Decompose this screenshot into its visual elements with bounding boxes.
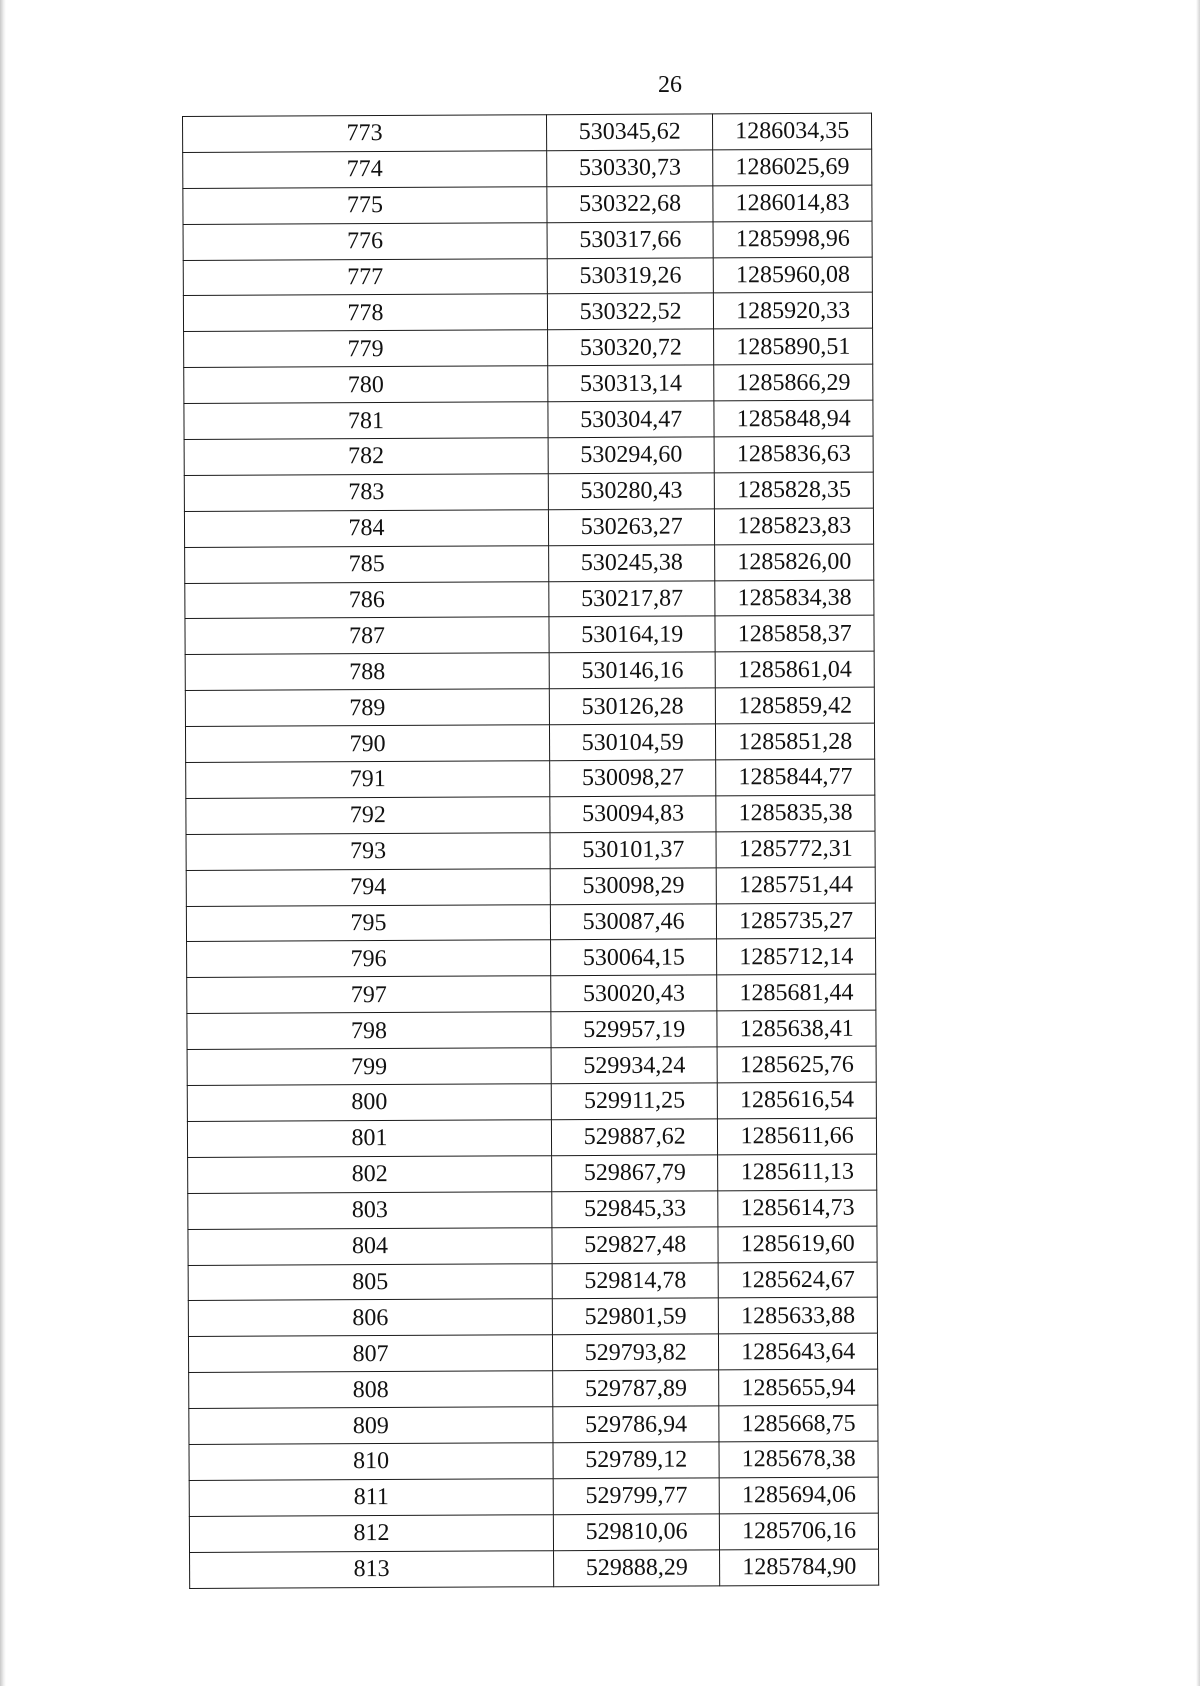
point-number-cell: 776 xyxy=(183,222,547,260)
point-number-cell: 773 xyxy=(183,115,547,153)
x-coordinate-cell: 529793,82 xyxy=(552,1334,719,1371)
table-row xyxy=(187,1046,876,1085)
x-coordinate-cell: 530101,37 xyxy=(550,832,717,869)
y-coordinate-cell: 1285866,29 xyxy=(714,364,873,401)
y-coordinate-cell: 1285751,44 xyxy=(717,867,876,904)
y-coordinate-cell: 1285960,08 xyxy=(714,257,873,294)
y-coordinate-cell: 1285851,28 xyxy=(716,723,875,760)
x-coordinate-cell: 529957,19 xyxy=(551,1011,718,1048)
table-row xyxy=(184,364,873,403)
point-number-cell: 790 xyxy=(185,725,549,763)
x-coordinate-cell: 530020,43 xyxy=(551,975,718,1012)
y-coordinate-cell: 1285826,00 xyxy=(715,544,874,581)
table-row xyxy=(188,1190,877,1229)
table-row xyxy=(189,1369,878,1408)
point-number-cell: 813 xyxy=(190,1550,554,1588)
point-number-cell: 782 xyxy=(184,438,548,476)
x-coordinate-cell: 530294,60 xyxy=(548,437,715,474)
y-coordinate-cell: 1285735,27 xyxy=(717,903,876,940)
point-number-cell: 785 xyxy=(185,545,549,583)
x-coordinate-cell: 530064,15 xyxy=(551,939,718,976)
y-coordinate-cell: 1285643,64 xyxy=(719,1333,878,1370)
y-coordinate-cell: 1285859,42 xyxy=(716,687,875,724)
point-number-cell: 796 xyxy=(187,940,551,978)
x-coordinate-cell: 529887,62 xyxy=(551,1119,718,1156)
scan-edge-right xyxy=(1196,0,1200,1686)
x-coordinate-cell: 529867,79 xyxy=(552,1155,719,1192)
x-coordinate-cell: 530330,73 xyxy=(547,150,714,187)
table-row xyxy=(186,795,875,834)
y-coordinate-cell: 1285848,94 xyxy=(714,400,873,437)
point-number-cell: 775 xyxy=(183,186,547,224)
x-coordinate-cell: 529934,24 xyxy=(551,1047,718,1084)
y-coordinate-cell: 1286034,35 xyxy=(713,113,872,150)
point-number-cell: 809 xyxy=(189,1407,553,1445)
coordinates-table-body xyxy=(183,113,879,1588)
table-row xyxy=(189,1405,878,1444)
x-coordinate-cell: 530087,46 xyxy=(550,903,717,940)
table-row xyxy=(183,293,872,332)
table-row xyxy=(186,831,875,870)
x-coordinate-cell: 530319,26 xyxy=(547,257,714,294)
y-coordinate-cell: 1285616,54 xyxy=(718,1082,877,1119)
table-row xyxy=(186,903,875,942)
x-coordinate-cell: 529845,33 xyxy=(552,1191,719,1228)
x-coordinate-cell: 530322,68 xyxy=(547,186,714,223)
point-number-cell: 787 xyxy=(185,617,549,655)
y-coordinate-cell: 1285920,33 xyxy=(714,293,873,330)
x-coordinate-cell: 530322,52 xyxy=(547,293,714,330)
x-coordinate-cell: 530313,14 xyxy=(548,365,715,402)
x-coordinate-cell: 530317,66 xyxy=(547,222,714,259)
y-coordinate-cell: 1285614,73 xyxy=(718,1190,877,1227)
y-coordinate-cell: 1285836,63 xyxy=(714,436,873,473)
y-coordinate-cell: 1285611,13 xyxy=(718,1154,877,1191)
table-row xyxy=(187,974,876,1013)
table-row xyxy=(188,1333,877,1372)
table-row xyxy=(187,939,876,978)
point-number-cell: 778 xyxy=(183,294,547,332)
table-row xyxy=(188,1154,877,1193)
point-number-cell: 794 xyxy=(186,868,550,906)
table-row xyxy=(187,1010,876,1049)
y-coordinate-cell: 1285638,41 xyxy=(717,1010,876,1047)
table-row xyxy=(186,867,875,906)
x-coordinate-cell: 529814,78 xyxy=(552,1262,719,1299)
y-coordinate-cell: 1285619,60 xyxy=(718,1226,877,1263)
table-row xyxy=(184,436,873,475)
point-number-cell: 780 xyxy=(184,366,548,404)
point-number-cell: 774 xyxy=(183,151,547,189)
y-coordinate-cell: 1285633,88 xyxy=(719,1298,878,1335)
table-row xyxy=(183,221,872,260)
table-row xyxy=(189,1513,878,1552)
table-row xyxy=(189,1477,878,1516)
point-number-cell: 786 xyxy=(185,581,549,619)
table-row xyxy=(183,149,872,188)
point-number-cell: 798 xyxy=(187,1012,551,1050)
table-row xyxy=(188,1298,877,1337)
y-coordinate-cell: 1285668,75 xyxy=(719,1405,878,1442)
x-coordinate-cell: 529799,77 xyxy=(553,1478,720,1515)
x-coordinate-cell: 530164,19 xyxy=(549,616,716,653)
point-number-cell: 811 xyxy=(189,1479,553,1517)
y-coordinate-cell: 1285624,67 xyxy=(718,1262,877,1299)
point-number-cell: 810 xyxy=(189,1443,553,1481)
point-number-cell: 789 xyxy=(185,689,549,727)
y-coordinate-cell: 1285712,14 xyxy=(717,939,876,976)
table-row xyxy=(189,1441,878,1480)
point-number-cell: 801 xyxy=(187,1120,551,1158)
coordinates-table xyxy=(182,113,879,1589)
y-coordinate-cell: 1285706,16 xyxy=(720,1513,879,1550)
point-number-cell: 805 xyxy=(188,1263,552,1301)
scan-edge-left xyxy=(0,0,6,1686)
x-coordinate-cell: 530094,83 xyxy=(550,796,717,833)
y-coordinate-cell: 1285858,37 xyxy=(715,616,874,653)
table-row xyxy=(188,1226,877,1265)
point-number-cell: 795 xyxy=(186,904,550,942)
table-row xyxy=(187,1082,876,1121)
y-coordinate-cell: 1285844,77 xyxy=(716,759,875,796)
y-coordinate-cell: 1285772,31 xyxy=(716,831,875,868)
y-coordinate-cell: 1285861,04 xyxy=(716,651,875,688)
y-coordinate-cell: 1285890,51 xyxy=(714,328,873,365)
table-row xyxy=(183,185,872,224)
point-number-cell: 806 xyxy=(188,1299,552,1337)
table-row xyxy=(185,687,874,726)
y-coordinate-cell: 1285678,38 xyxy=(719,1441,878,1478)
x-coordinate-cell: 530245,38 xyxy=(549,545,716,582)
point-number-cell: 784 xyxy=(184,510,548,548)
table-row xyxy=(185,723,874,762)
page-number: 26 xyxy=(658,72,682,98)
table-row xyxy=(184,328,873,367)
point-number-cell: 804 xyxy=(188,1227,552,1265)
y-coordinate-cell: 1286014,83 xyxy=(713,185,872,222)
x-coordinate-cell: 529801,59 xyxy=(552,1298,719,1335)
point-number-cell: 777 xyxy=(183,258,547,296)
y-coordinate-cell: 1285998,96 xyxy=(713,221,872,258)
point-number-cell: 781 xyxy=(184,402,548,440)
y-coordinate-cell: 1285834,38 xyxy=(715,580,874,617)
y-coordinate-cell: 1285625,76 xyxy=(717,1046,876,1083)
x-coordinate-cell: 530104,59 xyxy=(549,724,716,761)
x-coordinate-cell: 529787,89 xyxy=(553,1370,720,1407)
point-number-cell: 812 xyxy=(189,1514,553,1552)
table-row xyxy=(183,113,872,152)
point-number-cell: 802 xyxy=(188,1156,552,1194)
y-coordinate-cell: 1285828,35 xyxy=(715,472,874,509)
y-coordinate-cell: 1285784,90 xyxy=(720,1549,879,1586)
point-number-cell: 791 xyxy=(186,761,550,799)
x-coordinate-cell: 530345,62 xyxy=(546,114,713,151)
x-coordinate-cell: 529786,94 xyxy=(553,1406,720,1443)
table-row xyxy=(185,580,874,619)
x-coordinate-cell: 530263,27 xyxy=(548,509,715,546)
point-number-cell: 788 xyxy=(185,653,549,691)
point-number-cell: 807 xyxy=(188,1335,552,1373)
x-coordinate-cell: 529827,48 xyxy=(552,1227,719,1264)
y-coordinate-cell: 1285681,44 xyxy=(717,974,876,1011)
table-row xyxy=(185,616,874,655)
table-row xyxy=(186,759,875,798)
x-coordinate-cell: 530217,87 xyxy=(549,580,716,617)
x-coordinate-cell: 530098,29 xyxy=(550,868,717,905)
x-coordinate-cell: 530126,28 xyxy=(549,688,716,725)
x-coordinate-cell: 529911,25 xyxy=(551,1083,718,1120)
x-coordinate-cell: 529888,29 xyxy=(553,1550,720,1587)
x-coordinate-cell: 530320,72 xyxy=(548,329,715,366)
y-coordinate-cell: 1285694,06 xyxy=(720,1477,879,1514)
x-coordinate-cell: 530146,16 xyxy=(549,652,716,689)
point-number-cell: 808 xyxy=(189,1371,553,1409)
x-coordinate-cell: 530304,47 xyxy=(548,401,715,438)
table-row xyxy=(184,400,873,439)
point-number-cell: 800 xyxy=(187,1084,551,1122)
point-number-cell: 779 xyxy=(184,330,548,368)
point-number-cell: 783 xyxy=(184,474,548,512)
point-number-cell: 799 xyxy=(187,1048,551,1086)
x-coordinate-cell: 529789,12 xyxy=(553,1442,720,1479)
point-number-cell: 792 xyxy=(186,797,550,835)
point-number-cell: 793 xyxy=(186,833,550,871)
point-number-cell: 803 xyxy=(188,1191,552,1229)
table-row xyxy=(185,544,874,583)
y-coordinate-cell: 1285835,38 xyxy=(716,795,875,832)
y-coordinate-cell: 1285611,66 xyxy=(718,1118,877,1155)
table-row xyxy=(183,257,872,296)
table-row xyxy=(188,1262,877,1301)
table-row xyxy=(184,472,873,511)
y-coordinate-cell: 1286025,69 xyxy=(713,149,872,186)
table-row xyxy=(185,651,874,690)
x-coordinate-cell: 530280,43 xyxy=(548,473,715,510)
table-row xyxy=(184,508,873,547)
x-coordinate-cell: 530098,27 xyxy=(550,760,717,797)
y-coordinate-cell: 1285823,83 xyxy=(715,508,874,545)
table-row xyxy=(190,1549,879,1588)
x-coordinate-cell: 529810,06 xyxy=(553,1514,720,1551)
table-row xyxy=(187,1118,876,1157)
point-number-cell: 797 xyxy=(187,976,551,1014)
y-coordinate-cell: 1285655,94 xyxy=(719,1369,878,1406)
